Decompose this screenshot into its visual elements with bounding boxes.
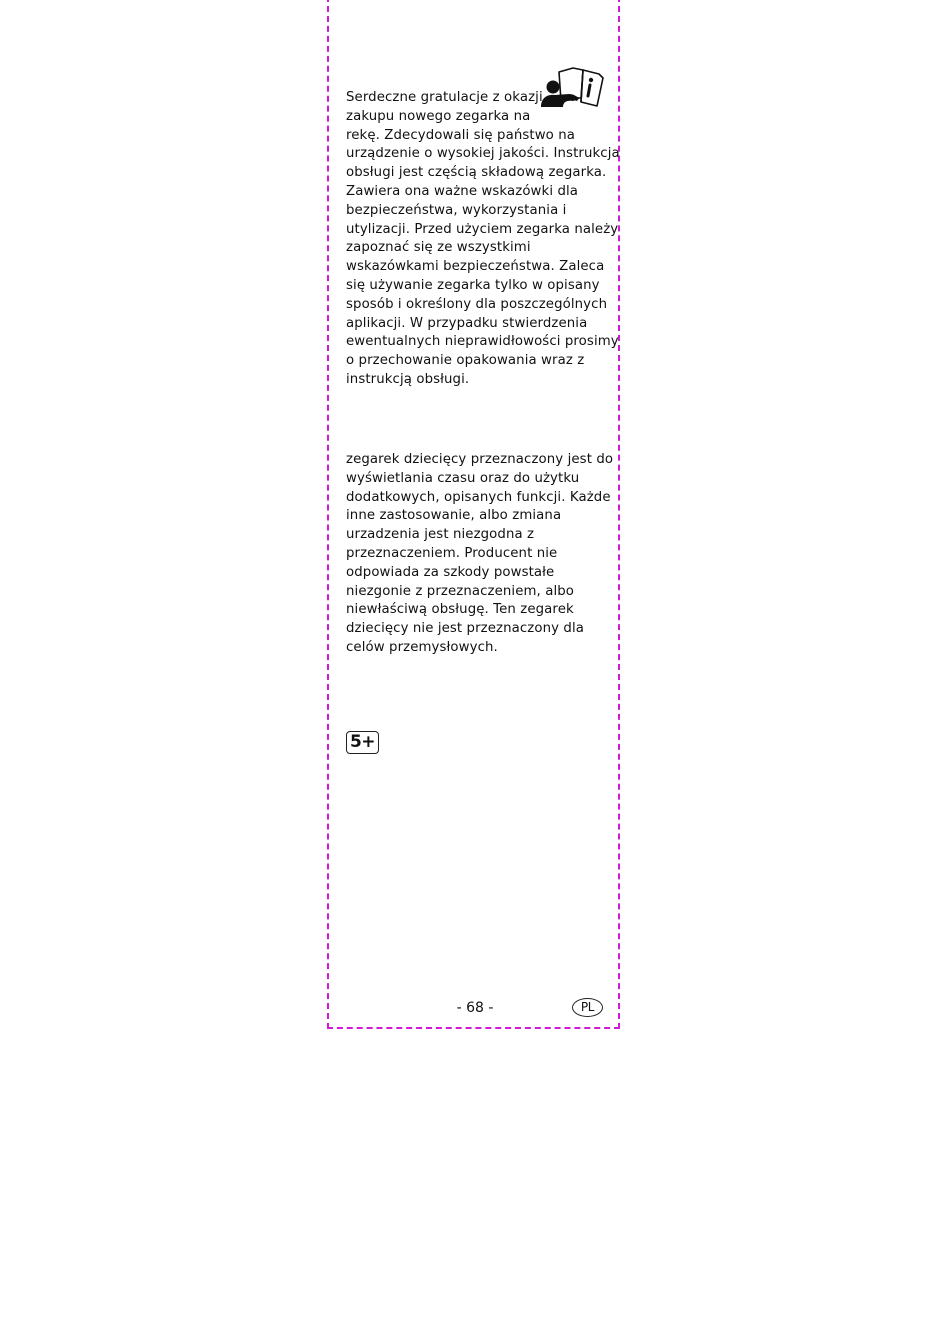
intro-line: bezpieczeństwa, wykorzystania i (346, 202, 567, 218)
intro-line: zakupu nowego zegarka na (346, 108, 531, 124)
usage-line: odpowiada za szkody powstałe (346, 564, 555, 580)
usage-line: niewłaściwą obsługę. Ten zegarek (346, 602, 574, 618)
intro-line: instrukcją obsługi. (346, 371, 470, 387)
intro-line: aplikacji. W przypadku stwierdzenia (346, 315, 588, 331)
intro-line: o przechowanie opakowania wraz z (346, 353, 585, 369)
language-badge: PL (572, 998, 603, 1017)
usage-line: niezgonie z przeznaczeniem, albo (346, 583, 575, 599)
intro-line: zapoznać się ze wszystkimi (346, 240, 531, 256)
intro-line: wskazówkami bezpieczeństwa. Zaleca (346, 259, 605, 275)
intro-line: sposób i określony dla poszczególnych (346, 296, 608, 312)
intro-line: obsługi jest częścią składową zegarka. (346, 165, 607, 181)
intro-line: utylizacji. Przed użyciem zegarka należy (346, 221, 619, 237)
intro-line: ewentualnych nieprawidłowości prosimy (346, 334, 619, 350)
usage-line: zegarek dziecięcy przeznaczony jest do (346, 452, 614, 467)
intro-line: się używanie zegarka tylko w opisany (346, 277, 600, 293)
page-number: - 68 - (456, 1000, 494, 1016)
usage-line: inne zastosowanie, albo zmiana (346, 508, 562, 524)
usage-line: urzadzenia jest niezgodna z (346, 527, 535, 543)
intro-line: rekę. Zdecydowali się państwo na (346, 127, 576, 143)
usage-line: dodatkowych, opisanych funkcji. Każde (346, 489, 611, 505)
intro-line: Serdeczne gratulacje z okazji (346, 90, 543, 105)
intro-line: Zawiera ona ważne wskazówki dla (346, 183, 579, 199)
usage-line: przeznaczeniem. Producent nie (346, 545, 558, 561)
intended-use-paragraph (346, 451, 614, 658)
intro-line: urządzenie o wysokiej jakości. Instrukcja (346, 146, 620, 162)
usage-line: wyświetlania czasu oraz do użytku (346, 470, 580, 486)
usage-line: celów przemysłowych. (346, 639, 498, 655)
age-rating-badge: 5+ (346, 731, 379, 754)
usage-line: dziecięcy nie jest przeznaczony dla (346, 621, 585, 637)
intro-paragraph (346, 89, 620, 390)
